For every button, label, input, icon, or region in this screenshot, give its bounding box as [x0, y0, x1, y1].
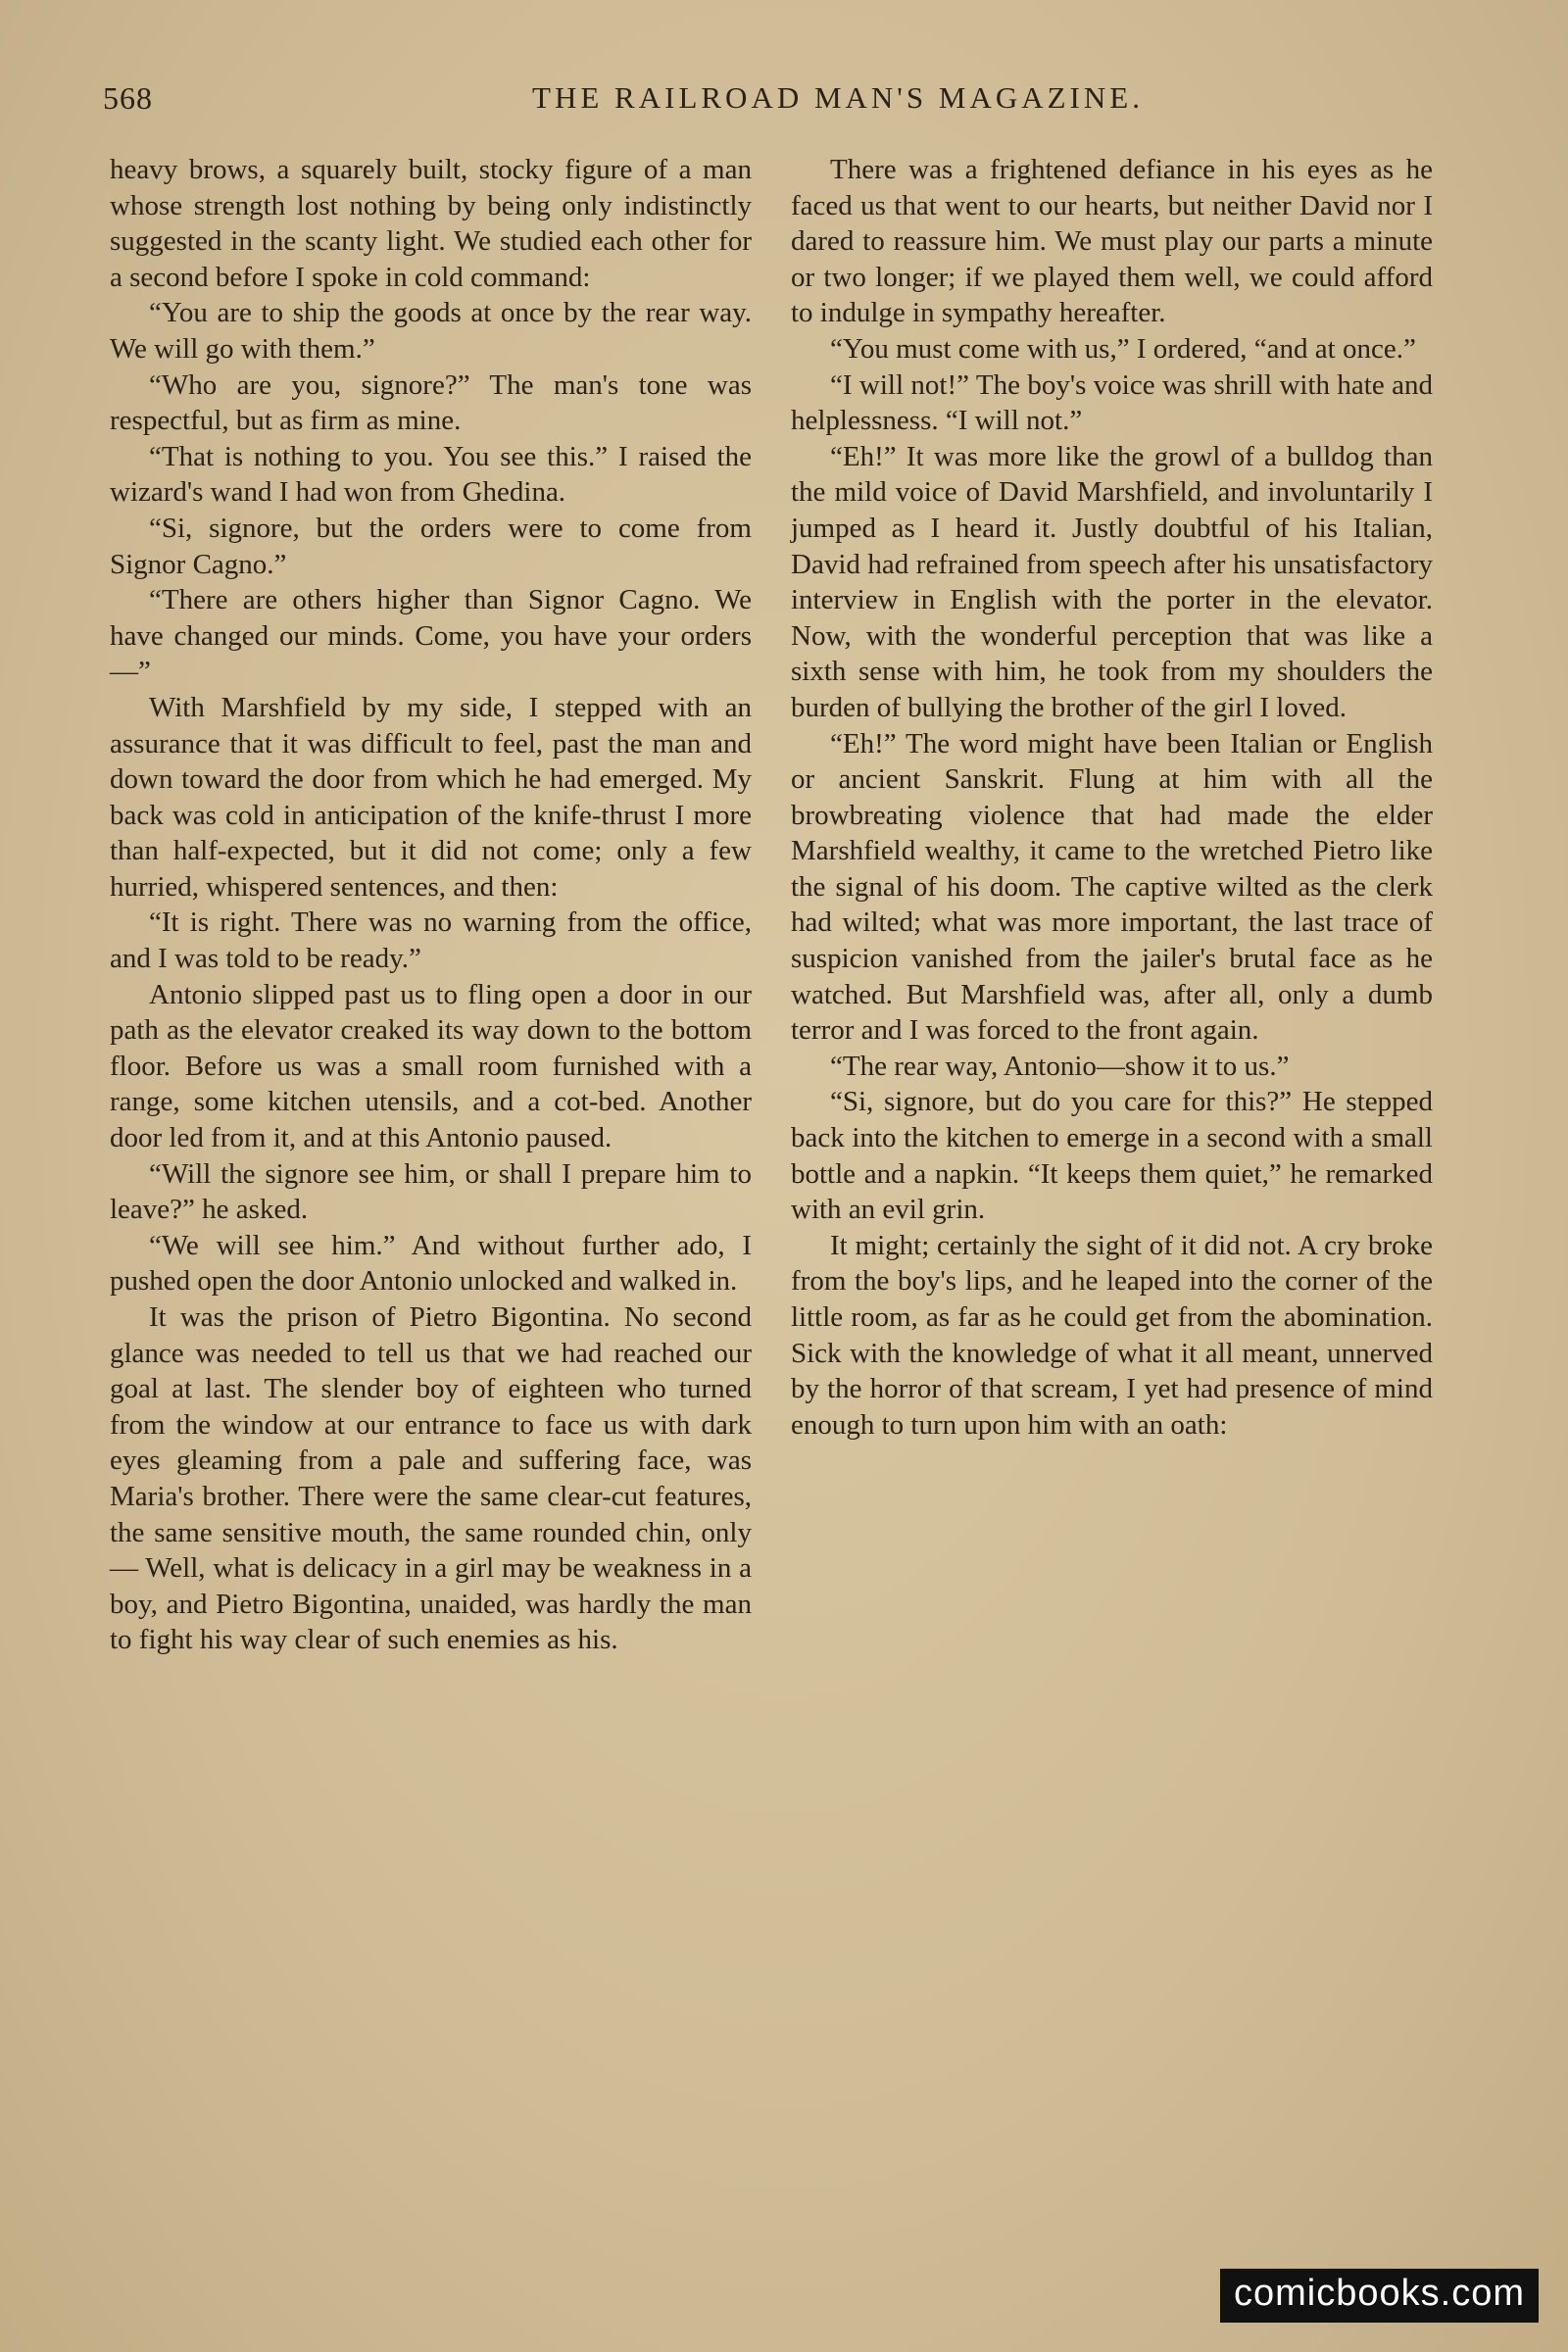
page-header	[103, 80, 1514, 129]
paragraph: “Will the signore see him, or shall I prepare him to leave?” he asked.	[110, 1157, 752, 1226]
paragraph: “There are others higher than Signor Cagno. We have changed our minds. Come, you have your orders—”	[110, 584, 752, 688]
paragraph: “Eh!” It was more like the growl of a bulldog than the mild voice of David Marshfield, and involuntarily I jumped as I heard it. Justly doubtful of his Italian, David had refrained from speech after his unsatisfactory interview in English with the porter in the elevator. Now, with the wonderful perception that was like a sixth sense with him, he took from my shoulders the burden of bullying the brother of the girl I loved.	[791, 440, 1433, 723]
right-column	[791, 152, 1433, 2220]
paragraph: heavy brows, a squarely built, stocky figure of a man whose strength lost nothing by being only indistinctly suggested in the scanty light. We studied each other for a second before I spoke in cold command:	[110, 154, 752, 293]
site-watermark: comicbooks.com	[1220, 2269, 1539, 2323]
paragraph: It was the prison of Pietro Bigontina. No second glance was needed to tell us that we had reached our goal at last. The slender boy of eighteen who turned from the window at our entrance to face us with dark eyes gleaming from a pale and suffering face, was Maria's brother. There were the same clear-cut features, the same sensitive mouth, the same rounded chin, only— Well, what is delicacy in a girl may be weakness in a boy, and Pietro Bigontina, unaided, was hardly the man to fight his way clear of such enemies as his.	[110, 1301, 752, 1656]
left-column	[110, 152, 752, 2220]
paragraph: “You must come with us,” I ordered, “and at once.”	[830, 332, 1416, 365]
paragraph: “Eh!” The word might have been Italian or English or ancient Sanskrit. Flung at him with all the browbreating violence that had made the elder Marshfield wealthy, it came to the wretched Pietro like the signal of his doom. The captive wilted as the clerk had wilted; what was more important, the last trace of suspicion vanished from the jailer's brutal face as he watched. But Marshfield was, after all, only a dumb terror and I was forced to the front again.	[791, 727, 1433, 1047]
paragraph: There was a frightened defiance in his eyes as he faced us that went to our hearts, but neither David nor I dared to reassure him. We must play our parts a minute or two longer; if we played them well, we could afford to indulge in sympathy hereafter.	[791, 154, 1433, 329]
paragraph: It might; certainly the sight of it did not. A cry broke from the boy's lips, and he leaped into the corner of the little room, as far as he could get from the abomination. Sick with the knowledge of what it all meant, unnerved by the horror of that scream, I yet had presence of mind enough to turn upon him with an oath:	[791, 1229, 1433, 1441]
paragraph: With Marshfield by my side, I stepped with an assurance that it was difficult to feel, past the man and down toward the door from which he had emerged. My back was cold in anticipation of the knife-thrust I more than half-expected, but it did not come; only a few hurried, whispered sentences, and then:	[110, 691, 752, 903]
paragraph: “You are to ship the goods at once by the rear way. We will go with them.”	[110, 297, 752, 365]
paragraph: “Si, signore, but do you care for this?” He stepped back into the kitchen to emerge in a second with a small bottle and a napkin. “It keeps them quiet,” he remarked with an evil grin.	[791, 1086, 1433, 1226]
paragraph: “Si, signore, but the orders were to come from Signor Cagno.”	[110, 512, 752, 580]
text-columns	[110, 152, 1433, 2220]
paragraph: Antonio slipped past us to fling open a door in our path as the elevator creaked its way down to the bottom floor. Before us was a small room furnished with a range, some kitchen utensils, and a cot-bed. Another door led from it, and at this Antonio paused.	[110, 978, 752, 1154]
paragraph: “I will not!” The boy's voice was shrill with hate and helplessness. “I will not.”	[791, 368, 1433, 437]
page-number: 568	[103, 80, 153, 116]
paragraph: “That is nothing to you. You see this.” I raised the wizard's wand I had won from Ghedina.	[110, 440, 752, 509]
paragraph: “It is right. There was no warning from the office, and I was told to be ready.”	[110, 906, 752, 975]
paragraph: “The rear way, Antonio—show it to us.”	[830, 1050, 1290, 1082]
paragraph: “We will see him.” And without further ado, I pushed open the door Antonio unlocked and walked in.	[110, 1229, 752, 1298]
running-title: THE RAILROAD MAN'S MAGAZINE.	[532, 80, 1144, 115]
paragraph: “Who are you, signore?” The man's tone was respectful, but as firm as mine.	[110, 368, 752, 437]
